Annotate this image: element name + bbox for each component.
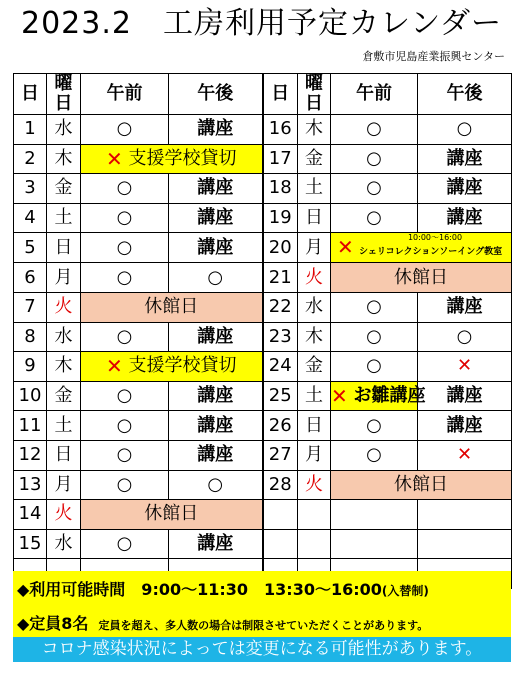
day-cell: 24 [263, 352, 298, 382]
available-mark: ○ [81, 411, 169, 441]
available-mark: ○ [331, 440, 418, 470]
header-afternoon: 午後 [418, 74, 512, 115]
day-cell: 19 [263, 203, 298, 233]
available-mark: ○ [81, 203, 169, 233]
table-row [14, 352, 512, 382]
event-label: シェリコレクションソーイング教室 [359, 247, 503, 258]
day-cell: 27 [263, 440, 298, 470]
day-cell: 1 [14, 115, 47, 145]
day-cell: 9 [14, 352, 47, 382]
weekday-cell: 火 [47, 500, 81, 530]
unavailable-mark: ✕ [418, 352, 512, 382]
weekday-cell: 土 [47, 411, 81, 441]
available-mark: ○ [81, 174, 169, 204]
weekday-cell: 日 [47, 233, 81, 263]
cross-icon: ✕ [331, 384, 348, 409]
cross-icon: ✕ [106, 354, 123, 379]
weekday-cell: 木 [298, 115, 331, 145]
page-title: 2023.2 工房利用予定カレンダー [20, 6, 503, 41]
available-mark: ○ [331, 144, 418, 174]
hours-text: ◆利用可能時間 9:00～11:30 13:30～16:00 [17, 580, 382, 599]
available-mark: ○ [331, 292, 418, 322]
table-row [14, 500, 512, 530]
weekday-cell: 水 [47, 115, 81, 145]
available-mark: ○ [169, 263, 263, 293]
day-cell: 15 [14, 529, 47, 559]
empty-cell [298, 529, 331, 559]
reserved-event-cell [331, 381, 426, 411]
table-row [14, 174, 512, 204]
weekday-cell: 金 [298, 352, 331, 382]
covid-notice: コロナ感染状況によっては変更になる可能性があります。 [13, 637, 511, 662]
available-mark: ○ [81, 263, 169, 293]
weekday-cell: 水 [47, 322, 81, 352]
day-cell: 20 [263, 233, 298, 263]
lecture-cell: 講座 [169, 322, 263, 352]
event-label: お雛講座 [353, 385, 426, 407]
weekday-cell: 火 [298, 263, 331, 293]
event-label: 支援学校貸切 [128, 355, 237, 377]
empty-cell [263, 500, 298, 530]
table-row [14, 411, 512, 441]
lecture-cell: 講座 [169, 115, 263, 145]
hours-line [17, 577, 429, 600]
lecture-cell: 講座 [418, 381, 512, 411]
empty-cell [331, 500, 418, 530]
hours-note: (入替制) [381, 584, 429, 598]
day-cell: 4 [14, 203, 47, 233]
weekday-cell: 土 [298, 174, 331, 204]
weekday-cell: 火 [298, 470, 331, 500]
header-weekday: 曜日 [298, 74, 331, 115]
available-mark: ○ [418, 322, 512, 352]
empty-cell [331, 529, 418, 559]
lecture-cell: 講座 [418, 203, 512, 233]
day-cell: 6 [14, 263, 47, 293]
cross-icon: ✕ [337, 235, 354, 260]
day-cell: 22 [263, 292, 298, 322]
available-mark: ○ [81, 470, 169, 500]
lecture-cell: 講座 [169, 411, 263, 441]
day-cell: 7 [14, 292, 47, 322]
day-cell: 28 [263, 470, 298, 500]
weekday-cell: 金 [298, 144, 331, 174]
lecture-cell: 講座 [169, 174, 263, 204]
organization-name: 倉敷市児島産業振興センター [362, 50, 505, 63]
empty-cell [263, 529, 298, 559]
capacity-note: 定員を超え、多人数の場合は制限させていただくことがあります。 [98, 619, 429, 632]
table-row [14, 263, 512, 293]
lecture-cell: 講座 [418, 144, 512, 174]
empty-cell [418, 500, 512, 530]
day-cell: 3 [14, 174, 47, 204]
closed-day-cell: 休館日 [331, 263, 512, 293]
header-weekday: 曜日 [47, 74, 81, 115]
table-row [14, 144, 512, 174]
header-day: 日 [263, 74, 298, 115]
table-row [14, 529, 512, 559]
lecture-cell: 講座 [418, 292, 512, 322]
available-mark: ○ [331, 174, 418, 204]
table-row [14, 292, 512, 322]
available-mark: ○ [81, 322, 169, 352]
event-label: 支援学校貸切 [128, 147, 237, 169]
weekday-cell: 月 [298, 440, 331, 470]
day-cell: 11 [14, 411, 47, 441]
lecture-cell: 講座 [418, 174, 512, 204]
capacity-line [17, 611, 428, 634]
cross-icon: ✕ [106, 146, 123, 171]
available-mark: ○ [169, 470, 263, 500]
closed-day-cell: 休館日 [81, 292, 263, 322]
available-mark: ○ [81, 529, 169, 559]
day-cell: 25 [263, 381, 298, 411]
table-row [14, 203, 512, 233]
weekday-cell: 金 [47, 381, 81, 411]
closed-day-cell: 休館日 [81, 500, 263, 530]
day-cell: 23 [263, 322, 298, 352]
header-day: 日 [14, 74, 47, 115]
day-cell: 5 [14, 233, 47, 263]
available-mark: ○ [81, 440, 169, 470]
weekday-cell: 水 [47, 529, 81, 559]
weekday-cell: 日 [298, 411, 331, 441]
table-row [14, 470, 512, 500]
info-panel [13, 571, 511, 662]
available-mark: ○ [331, 352, 418, 382]
unavailable-mark: ✕ [418, 440, 512, 470]
weekday-cell: 水 [298, 292, 331, 322]
day-cell: 14 [14, 500, 47, 530]
lecture-cell: 講座 [169, 381, 263, 411]
lecture-cell: 講座 [169, 233, 263, 263]
table-row [14, 233, 512, 263]
weekday-cell: 木 [298, 322, 331, 352]
available-mark: ○ [331, 203, 418, 233]
empty-cell [298, 500, 331, 530]
capacity-text: ◆定員8名 [17, 614, 89, 633]
day-cell: 12 [14, 440, 47, 470]
weekday-cell: 日 [298, 203, 331, 233]
available-mark: ○ [331, 411, 418, 441]
table-row [14, 381, 512, 411]
day-cell: 10 [14, 381, 47, 411]
day-cell: 26 [263, 411, 298, 441]
closed-day-cell: 休館日 [331, 470, 512, 500]
reserved-event-cell [81, 144, 263, 174]
weekday-cell: 月 [47, 263, 81, 293]
header-row [14, 74, 512, 115]
available-mark: ○ [418, 115, 512, 145]
weekday-cell: 木 [47, 144, 81, 174]
weekday-cell: 日 [47, 440, 81, 470]
lecture-cell: 講座 [418, 411, 512, 441]
weekday-cell: 木 [47, 352, 81, 382]
empty-cell [418, 529, 512, 559]
calendar-table [13, 73, 512, 589]
table-row [14, 115, 512, 145]
weekday-cell: 月 [47, 470, 81, 500]
available-mark: ○ [331, 115, 418, 145]
day-cell: 21 [263, 263, 298, 293]
reserved-event-cell [331, 233, 512, 263]
lecture-cell: 講座 [169, 529, 263, 559]
day-cell: 13 [14, 470, 47, 500]
lecture-cell: 講座 [169, 440, 263, 470]
day-cell: 17 [263, 144, 298, 174]
weekday-cell: 火 [47, 292, 81, 322]
day-cell: 18 [263, 174, 298, 204]
event-time: 10:00～16:00 [407, 233, 463, 243]
header-afternoon: 午後 [169, 74, 263, 115]
available-mark: ○ [331, 322, 418, 352]
weekday-cell: 土 [47, 203, 81, 233]
day-cell: 16 [263, 115, 298, 145]
weekday-cell: 月 [298, 233, 331, 263]
lecture-cell: 講座 [169, 203, 263, 233]
day-cell: 8 [14, 322, 47, 352]
weekday-cell: 土 [298, 381, 331, 411]
available-mark: ○ [81, 381, 169, 411]
reserved-event-cell [81, 352, 263, 382]
available-mark: ○ [81, 115, 169, 145]
available-mark: ○ [81, 233, 169, 263]
header-morning: 午前 [81, 74, 169, 115]
header-morning: 午前 [331, 74, 418, 115]
table-row [14, 440, 512, 470]
weekday-cell: 金 [47, 174, 81, 204]
day-cell: 2 [14, 144, 47, 174]
table-row [14, 322, 512, 352]
